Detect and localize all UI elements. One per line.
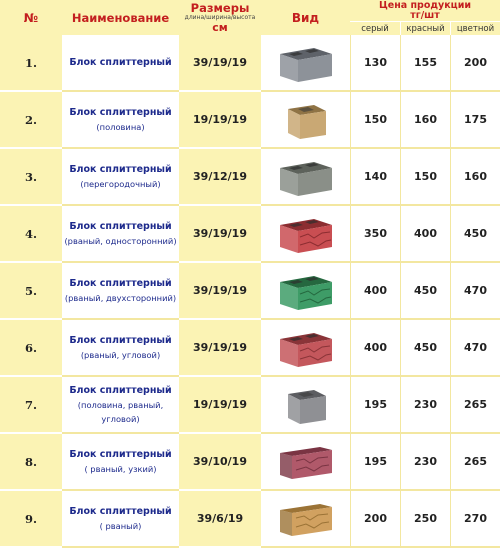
row-note: (рваный, односторонний) [64, 235, 177, 246]
block-image [274, 154, 338, 200]
block-image [274, 40, 338, 86]
row-price-red: 230 [400, 377, 450, 434]
row-price-red: 155 [400, 35, 450, 92]
row-price-red: 150 [400, 149, 450, 206]
row-size: 39/19/19 [179, 320, 261, 377]
row-price-colored: 470 [450, 320, 500, 377]
row-size: 39/10/19 [179, 434, 261, 491]
row-price-grey: 200 [350, 491, 400, 548]
block-image [274, 325, 338, 371]
row-name: Блок сплиттерный [69, 106, 172, 118]
table-row [0, 434, 500, 491]
row-name-cell [62, 491, 179, 548]
row-note: (половина, рваный, угловой) [77, 399, 164, 424]
row-price-colored: 265 [450, 434, 500, 491]
header-name: Наименование [62, 0, 179, 35]
row-number: 6. [0, 320, 62, 377]
row-price-grey: 150 [350, 92, 400, 149]
header-price-colored: цветной [450, 21, 500, 35]
block-image [274, 382, 338, 428]
row-size: 39/19/19 [179, 206, 261, 263]
row-size: 19/19/19 [179, 92, 261, 149]
row-size: 19/19/19 [179, 377, 261, 434]
table-row [0, 206, 500, 263]
table-row [0, 92, 500, 149]
row-number: 8. [0, 434, 62, 491]
row-price-grey: 400 [350, 263, 400, 320]
row-image-cell [261, 491, 350, 548]
row-price-grey: 195 [350, 434, 400, 491]
row-name: Блок сплиттерный [69, 220, 172, 232]
block-image [274, 268, 338, 314]
row-note: (перегородочный) [80, 178, 161, 189]
row-number: 2. [0, 92, 62, 149]
row-name: Блок сплиттерный [69, 448, 172, 460]
row-name: Блок сплиттерный [69, 277, 172, 289]
row-price-grey: 130 [350, 35, 400, 92]
row-name: Блок сплиттерный [69, 384, 172, 396]
row-image-cell [261, 320, 350, 377]
row-name-cell [62, 320, 179, 377]
row-name: Блок сплиттерный [69, 163, 172, 175]
row-size: 39/19/19 [179, 263, 261, 320]
row-name-cell [62, 149, 179, 206]
row-name-cell [62, 434, 179, 491]
row-note: ( рваный) [99, 520, 142, 531]
row-note: (половина) [96, 121, 145, 132]
row-size: 39/6/19 [179, 491, 261, 548]
block-image [274, 211, 338, 257]
row-image-cell [261, 92, 350, 149]
row-price-red: 230 [400, 434, 450, 491]
header-price-unit: тг/шт [410, 9, 440, 21]
header-view: Вид [261, 0, 350, 35]
row-price-colored: 175 [450, 92, 500, 149]
table-row [0, 377, 500, 434]
row-image-cell [261, 263, 350, 320]
row-image-cell [261, 149, 350, 206]
row-name: Блок сплиттерный [69, 505, 172, 517]
table-row [0, 149, 500, 206]
row-image-cell [261, 377, 350, 434]
row-image-cell [261, 206, 350, 263]
row-number: 9. [0, 491, 62, 548]
row-number: 7. [0, 377, 62, 434]
row-note: ( рваный, узкий) [84, 463, 157, 474]
header-price-title: Цена продукции [378, 0, 472, 11]
row-price-grey: 400 [350, 320, 400, 377]
header-price [350, 0, 500, 21]
header-size [179, 0, 261, 35]
row-name-cell [62, 92, 179, 149]
block-image [274, 439, 338, 485]
price-table-body [0, 35, 500, 548]
row-price-grey: 140 [350, 149, 400, 206]
row-number: 1. [0, 35, 62, 92]
row-size: 39/19/19 [179, 35, 261, 92]
row-name-cell [62, 263, 179, 320]
table-row [0, 491, 500, 548]
row-price-grey: 350 [350, 206, 400, 263]
row-size: 39/12/19 [179, 149, 261, 206]
row-price-colored: 450 [450, 206, 500, 263]
row-price-colored: 470 [450, 263, 500, 320]
row-price-grey: 195 [350, 377, 400, 434]
row-price-colored: 265 [450, 377, 500, 434]
header-price-grey: серый [350, 21, 400, 35]
row-note: (рваный, двухсторонний) [64, 292, 177, 303]
row-number: 3. [0, 149, 62, 206]
row-price-red: 160 [400, 92, 450, 149]
table-row [0, 320, 500, 377]
row-name-cell [62, 206, 179, 263]
table-row [0, 263, 500, 320]
row-price-colored: 200 [450, 35, 500, 92]
row-price-red: 450 [400, 320, 450, 377]
header-price-red: красный [400, 21, 450, 35]
row-price-red: 450 [400, 263, 450, 320]
row-image-cell [261, 35, 350, 92]
row-price-colored: 160 [450, 149, 500, 206]
table-row [0, 35, 500, 92]
header-size-subtitle: длина/ширина/высота [184, 13, 256, 21]
block-image [274, 97, 338, 143]
row-image-cell [261, 434, 350, 491]
row-note: (рваный, угловой) [80, 349, 161, 360]
row-price-red: 250 [400, 491, 450, 548]
header-size-title: Размеры [190, 0, 250, 15]
row-price-red: 400 [400, 206, 450, 263]
row-price-colored: 270 [450, 491, 500, 548]
row-number: 5. [0, 263, 62, 320]
row-name: Блок сплиттерный [69, 334, 172, 346]
row-name-cell [62, 35, 179, 92]
row-name-cell [62, 377, 179, 434]
header-number: № [0, 0, 62, 35]
block-image [274, 496, 338, 542]
row-number: 4. [0, 206, 62, 263]
row-name: Блок сплиттерный [69, 56, 172, 68]
header-size-unit: см [212, 20, 228, 34]
